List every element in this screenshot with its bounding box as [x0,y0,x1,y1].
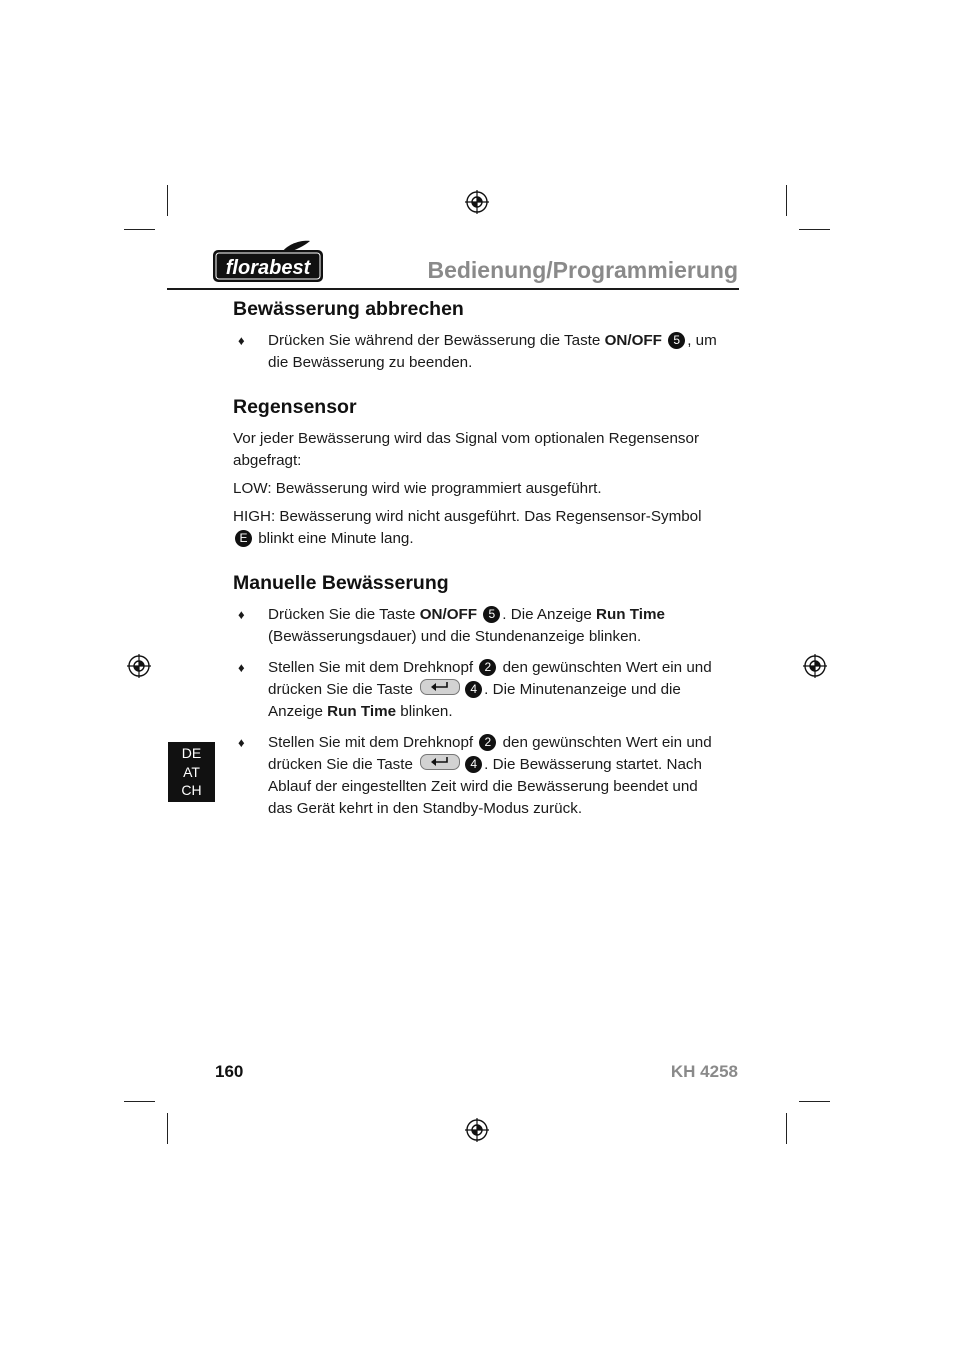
header-rule [167,288,739,290]
registration-mark-icon [465,190,489,214]
list-item [233,732,725,820]
key-label: ON/OFF [419,606,478,623]
reference-number: 5 [668,332,685,349]
text: . Die Minutenanzeige und die Anzeige [268,681,681,720]
text: Drücken Sie während der Bewässerung die Taste [268,332,605,349]
diamond-bullet-icon: ♦ [238,607,245,622]
crop-mark [124,229,155,230]
crop-mark [799,1101,830,1102]
registration-mark-icon [803,654,827,678]
list-item [233,604,725,648]
enter-key-icon [420,754,460,770]
language-tab [168,742,215,802]
paragraph: Vor jeder Bewässerung wird das Signal vom optionalen Regensensor abgefragt: [233,430,700,469]
florabest-logo [212,240,324,284]
brand-text: florabest [225,257,311,279]
text: HIGH: Bewässerung wird nicht ausgeführt. Das Regensensor-Symbol [233,508,702,525]
reference-letter: E [235,530,252,547]
chapter-title: Bedienung/Programmierung [427,257,738,283]
paragraph: LOW: Bewässerung wird wie programmiert ausgeführt. [233,480,602,497]
crop-mark [786,1113,787,1144]
paragraph [233,506,725,550]
diamond-bullet-icon: ♦ [238,660,245,675]
text: . Die Bewässerung startet. Nach Ablauf der eingestellten Zeit wird die Bewässerung beendet und das Gerät kehrt in den Standby-Modus zurück. [268,756,702,817]
section-heading: Manuelle Bewässerung [233,572,449,594]
display-label: Run Time [327,703,397,720]
language-code: DE [181,745,202,761]
list-item [233,657,725,723]
reference-number: 4 [465,756,482,773]
key-label: ON/OFF [604,332,662,349]
text: den gewünschten Wert ein und drücken Sie die Taste [268,734,712,773]
main-content [233,296,725,829]
reference-number: 5 [483,606,500,623]
list-item [233,330,725,374]
crop-mark [167,1113,168,1144]
text: (Bewässerungsdauer) und die Stundenanzeige blinken. [268,628,642,645]
language-code: AT [183,763,200,780]
text: den gewünschten Wert ein und drücken Sie die Taste [268,659,712,698]
text: . Die Anzeige [502,606,597,623]
section-heading: Regensensor [233,396,357,418]
page-number: 160 [215,1062,244,1081]
enter-key-icon [420,679,460,695]
text: blinken. [396,703,453,720]
diamond-bullet-icon: ♦ [238,333,245,348]
text: , um die Bewässerung zu beenden. [268,332,717,371]
text: Drücken Sie die Taste [268,606,420,623]
model-number: KH 4258 [670,1062,738,1081]
crop-mark [167,185,168,216]
display-label: Run Time [596,606,665,623]
reference-number: 2 [479,659,496,676]
language-code: CH [181,782,202,798]
crop-mark [786,185,787,216]
diamond-bullet-icon: ♦ [238,735,245,750]
registration-mark-icon [127,654,151,678]
reference-number: 4 [465,681,482,698]
text: blinkt eine Minute lang. [254,530,414,547]
text: Stellen Sie mit dem Drehknopf [268,659,478,676]
crop-mark [124,1101,155,1102]
crop-mark [799,229,830,230]
reference-number: 2 [479,734,496,751]
section-heading: Bewässerung abbrechen [233,298,464,320]
text: Stellen Sie mit dem Drehknopf [268,734,478,751]
registration-mark-icon [465,1118,489,1142]
